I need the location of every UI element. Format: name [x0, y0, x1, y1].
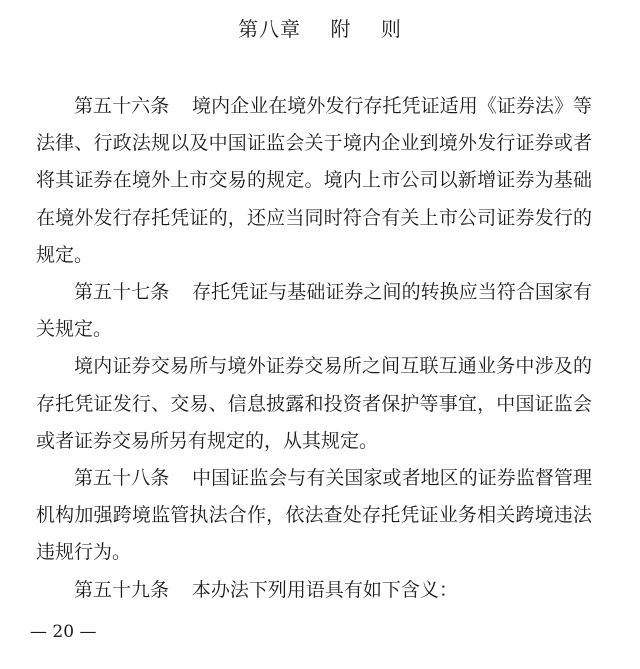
article-label: 第五十七条: [74, 281, 170, 304]
article-56: [36, 88, 592, 274]
chapter-title: 第八章 附 则: [238, 17, 402, 41]
article-58: [36, 460, 592, 572]
article-text: 中国证监会与有关国家或者地区的证券监督管理机构加强跨境监管执法合作，依法查处存托凭证业务相关跨境违法违规行为。: [36, 467, 592, 564]
article-text: 存托凭证与基础证券之间的转换应当符合国家有关规定。: [36, 281, 592, 341]
article-label: 第五十八条: [74, 467, 170, 490]
article-text: 本办法下列用语具有如下含义：: [191, 578, 458, 601]
article-text: 境内企业在境外发行存托凭证适用《证券法》等法律、行政法规以及中国证监会关于境内企业到境外发行证券或者将其证券在境外上市交易的规定。境内上市公司以新增证券为基础在境外发行存托凭证的，还应当同时符合有关上市公司证券发行的规定。: [36, 95, 592, 266]
page-number: — 20 —: [30, 622, 97, 642]
article-57: [36, 274, 592, 348]
article-label: 第五十九条: [74, 578, 170, 601]
article-59: [36, 572, 592, 609]
article-text: 境内证券交易所与境外证券交易所之间互联互通业务中涉及的存托凭证发行、交易、信息披露和投资者保护等事宜，中国证监会或者证券交易所另有规定的，从其规定。: [36, 355, 592, 452]
article-57-continuation: [36, 348, 592, 460]
article-label: 第五十六条: [74, 95, 170, 117]
document-body: [36, 88, 592, 609]
